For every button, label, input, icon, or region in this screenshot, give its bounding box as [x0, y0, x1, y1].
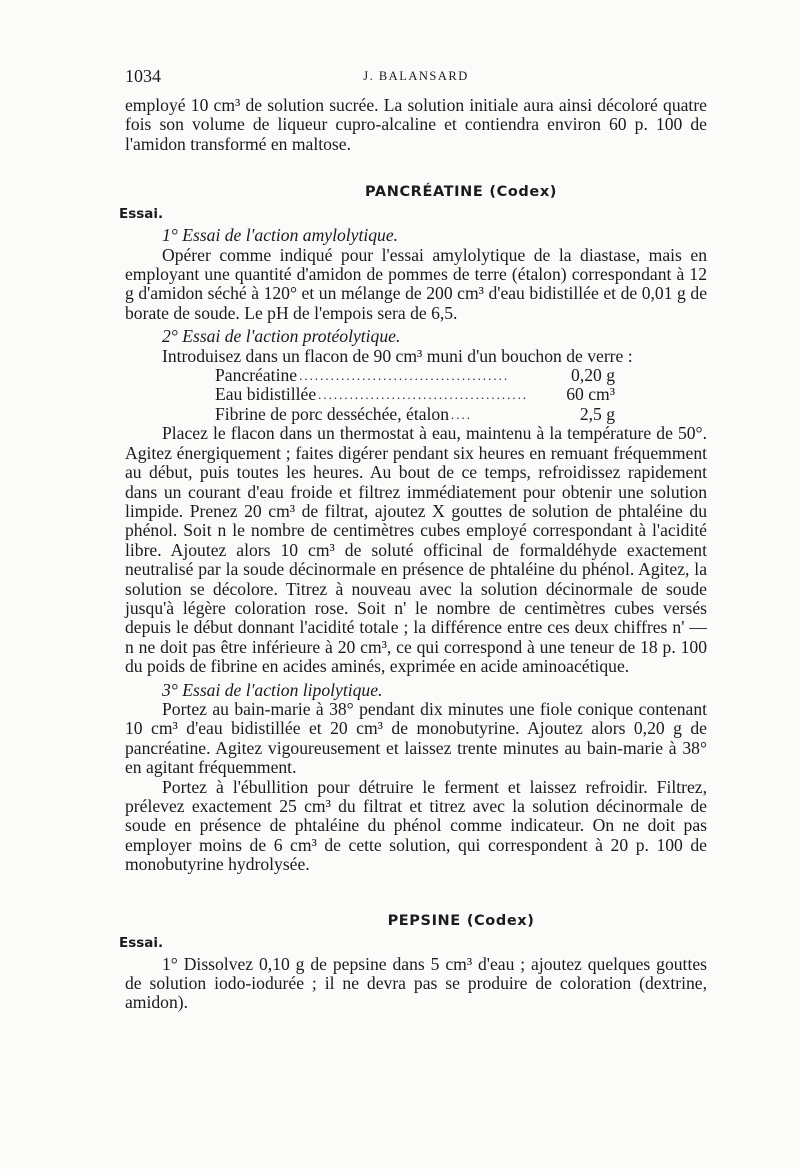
pepsine-test1-paragraph: 1° Dissolvez 0,10 g de pepsine dans 5 cm³ d'eau ; ajoutez quelques gouttes de solution iodo-iodurée ; il ne devra pas se produire de coloration (dextrine, amidon).	[125, 953, 707, 1013]
formula-amount: 60 cm³	[566, 385, 615, 405]
book-page	[119, 62, 707, 1013]
formula-leader-dots: ........................................	[299, 368, 510, 384]
test3-heading: 3° Essai de l'action lipolytique.	[162, 679, 383, 700]
section-pancreatine	[119, 184, 707, 875]
formula-row	[215, 366, 615, 385]
formula-amount: 2,5 g	[579, 404, 615, 424]
section-title-pepsine	[125, 913, 707, 929]
section-codex-label: (Codex)	[466, 912, 535, 929]
formula-table	[215, 366, 615, 424]
formula-row	[215, 385, 615, 404]
test3-paragraph-b: Portez à l'ébullition pour détruire le ferment et laissez refroidir. Filtrez, prélevez exactement 25 cm³ du filtrat et titrez avec la solution décinormale de soude en présence de phtaléine du phénol comme indicateur. On ne doit pas employer moins de 6 cm³ de cette solution, qui correspondent à 20 p. 100 de monobutyrine hydrolysée.	[125, 776, 707, 875]
formula-row	[215, 405, 615, 424]
test3-paragraph-a: Portez au bain-marie à 38° pendant dix minutes une fiole conique contenant 10 cm³ d'eau bidistillée et 20 cm³ de monobutyrine. Ajoutez alors 0,20 g de pancréatine. Agitez vigoureusement et laissez trente minutes au bain-marie à 38° en agitant fréquemment.	[125, 698, 707, 778]
running-head	[125, 62, 707, 92]
section-pepsine	[119, 912, 707, 1013]
section-title-pancreatine	[125, 184, 707, 200]
formula-ingredient: Eau bidistillée	[215, 385, 317, 405]
section-title-text: PANCRÉATINE	[364, 184, 484, 201]
formula-amount: 0,20 g	[571, 366, 615, 386]
essai-label: Essai.	[119, 206, 164, 223]
essai-label: Essai.	[119, 934, 164, 951]
formula-leader-dots: ........................................	[318, 387, 529, 403]
test1-heading: 1° Essai de l'action amylolytique.	[162, 225, 399, 246]
formula-leader-dots: ....	[451, 406, 473, 422]
test1-paragraph: Opérer comme indiqué pour l'essai amylolytique de la diastase, mais en employant une quantité d'amidon de pommes de terre (étalon) correspondant à 12 g d'amidon séché à 120° et un mélange de 200 cm³ d'eau bidistillée et de 0,01 g de borate de soude. Le pH de l'empois sera de 6,5.	[125, 244, 707, 323]
running-head-author: J. BALANSARD	[363, 69, 469, 83]
test2-intro: Introduisez dans un flacon de 90 cm³ muni d'un bouchon de verre :	[162, 345, 633, 366]
section-codex-label: (Codex)	[489, 184, 557, 201]
test2-heading: 2° Essai de l'action protéolytique.	[162, 326, 401, 347]
section-title-text: PEPSINE	[387, 912, 461, 929]
test2-paragraph: Placez le flacon dans un thermostat à eau, maintenu à la température de 50°. Agitez énergiquement ; faites digérer pendant six heures en remuant fréquemment au début, puis toutes les heures. Au bout de ce temps, refroidissez rapidement dans un courant d'eau froide et filtrez immédiatement pour obtenir une solution limpide. Prenez 20 cm³ de filtrat, ajoutez X gouttes de solution de phtaléine du phénol. Soit n le nombre de centimètres cubes employé correspondant à l'acidité libre. Ajoutez alors 10 cm³ de soluté officinal de formaldéhyde exactement neutralisé par la soude décinormale en présence de phtaléine du phénol. Agitez, la solution se décolore. Titrez à nouveau avec la solution décinormale de soude jusqu'à légère coloration rose. Soit n' le nombre de centimètres cubes versés depuis le début donnant l'acidité totale ; la différence entre ces deux chiffres n' — n ne doit pas être inférieure à 20 cm³, ce qui correspond à une teneur de 18 p. 100 du poids de fibrine en acides aminés, exprimée en acide aminoacétique.	[125, 423, 707, 677]
formula-ingredient: Fibrine de porc desséchée, étalon	[215, 404, 450, 424]
formula-ingredient: Pancréatine	[215, 366, 298, 386]
page-number: 1034	[125, 66, 161, 86]
intro-paragraph: employé 10 cm³ de solution sucrée. La solution initiale aura ainsi décoloré quatre fois son volume de liqueur cupro-alcaline et contiendra environ 60 p. 100 de l'amidon transformé en maltose.	[125, 95, 707, 154]
